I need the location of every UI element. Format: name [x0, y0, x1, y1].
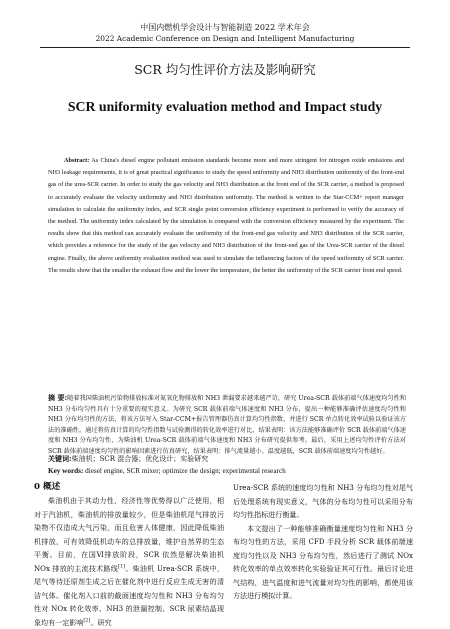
abstract-en-text: As China's diesel engine pollutant emission standards become more and more stringent for nitrogen oxide emissions and NH3 leakage requirements, it is of great practical significance to study the speed uniformity and NH3 distribution uniformity of the front-end gas of the urea-SCR carrier. In order to study the gas velocity and NH3 distribution at the front end of the SCR carrier, a method is proposed to accurately evaluate the velocity uniformity and NH3 distribution uniformity. The method is written to the Star-CCM+ report manager simulation to calculate the uniformity index, and SCR single point conversion efficiency experiment is performed to verify the accuracy of the method. The uniformity index calculated by the simulation is compared with the conversion efficiency measured by the experiment. The results show that this method can accurately evaluate the uniformity of the front-end gas velocity and NH3 distribution of the SCR carrier, which provides a reference for the study of the gas velocity and NH3 distribution of the front-end gas of the Urea-SCR carrier of the diesel engine. Finally, the above uniformity evaluation method was used to simulate the influencing factors of the speed uniformity of SCR carrier. The results show that the smaller the exhaust flow and the lower the temperature, the better the uniformity of the SCR carrier front end speed. — [48, 157, 405, 274]
body-column-right — [233, 481, 413, 603]
keywords-en-text: diesel engine, SCR mixer; optimize the design; experimental research — [85, 467, 286, 475]
keywords-cn-label: 关键词: — [48, 454, 72, 463]
header-conference-cn: 中国内燃机学会设计与智能制造 2022 学术年会 — [140, 23, 310, 32]
body-text: 柴油机由于其动力性、经济性等优势得以广泛使用，相对于汽油机，柴油机的排放量较少，但是柴油机尾气排放污染物不仅造成大气污染，而且危害人体健康，因此降低柴油机排放，可有效降低机动车的总排放量，维护自然界的生态平衡。目前，在国Ⅵ排放阶段，SCR 依然是解决柴油机 NOx 排放的主流技术路线 — [34, 496, 224, 573]
abstract-en-label: Abstract: — [64, 157, 90, 164]
body-text: 。研究 — [90, 617, 112, 627]
paper-title-en: SCR uniformity evaluation method and Impact study — [67, 99, 383, 114]
section-heading: 0 概述 — [34, 482, 61, 492]
abstract-cn-label: 摘 要: — [48, 393, 68, 402]
abstract-en — [48, 155, 404, 277]
keywords-cn — [48, 453, 406, 465]
keywords-en-label: Key words: — [48, 467, 84, 475]
header-conference-en: 2022 Academic Conference on Design and Intelligent Manufacturing — [95, 34, 355, 43]
body-column-left — [34, 494, 224, 629]
body-text: 。柴油机 Urea-SCR 系统中，尾气等待还原剂生成之后在催化剂中进行反应生成无害的清洁气体。催化剂入口前的截面速度均匀性和 NH3 分布均匀性对 NOx 转化效率、NH3 的泄漏控制、SCR 尿素结晶现象均有一定影响 — [34, 563, 224, 627]
body-paragraph: Urea-SCR 系统的速度均匀性和 NH3 分布均匀性对尾气后处理系统有现实意义，气体的分布均匀性可以采用分布均匀性指标进行衡量。 — [233, 483, 413, 519]
abstract-cn — [48, 393, 406, 458]
body-paragraph — [34, 494, 224, 629]
keywords-en — [48, 466, 406, 477]
body-paragraph: 本文提出了一种能够准确衡量速度均匀性和 NH3 分布均匀性的方法，采用 CFD 手段分析 SCR 载体前端速度均匀性以及 NH3 分布均匀性，然后进行了测试 NOx 转化效率的单点效率转化实验验证其可行性。最后讨论进气结构，进气温度和进气流量对均匀性的影响，都使用该方法进行模拟计算。 — [233, 523, 413, 600]
citation-ref: [1] — [118, 563, 126, 570]
keywords-cn-text: 柴油机；SCR 混合器；优化设计；实验研究 — [71, 455, 209, 463]
abstract-cn-text: 随着我国柴油机污染物排放标准对氮氧化物排放和 NH3 泄漏要求越来越严苛，研究 Urea-SCR 载体前端气体速度均匀性和 NH3 分布均匀性具有十分重要的现实意义。为研究 SCR 载体前端气体速度和 NH3 分布，提出一种能够准确评估速度均匀性和 NH3 分布均匀性的方法，将该方法写入 Star-CCM+报告管理器仿真计算均匀性指数，并进行 SCR 单点转化效率试验以验证该方法的准确性。通过将仿真计算的均匀性指数与试验测得的转化效率进行对比，结果表明：该方法能够准确评价 SCR 载体前端气体速度和 NH3 分布均匀性，为柴油机 Urea-SCR 载体前端气体速度和 NH3 分布研究提供参考。最后，采用上述均匀性评价方法对 SCR 载体前端速度均匀性的影响因素进行仿真研究，结果表明：排气流量越小、温度越低，SCR 载体前端速度均匀性越好。 — [48, 395, 407, 455]
paper-title-cn: SCR 均匀性评价方法及影响研究 — [134, 62, 316, 77]
header-divider — [40, 47, 410, 48]
citation-ref: [2] — [83, 617, 91, 624]
